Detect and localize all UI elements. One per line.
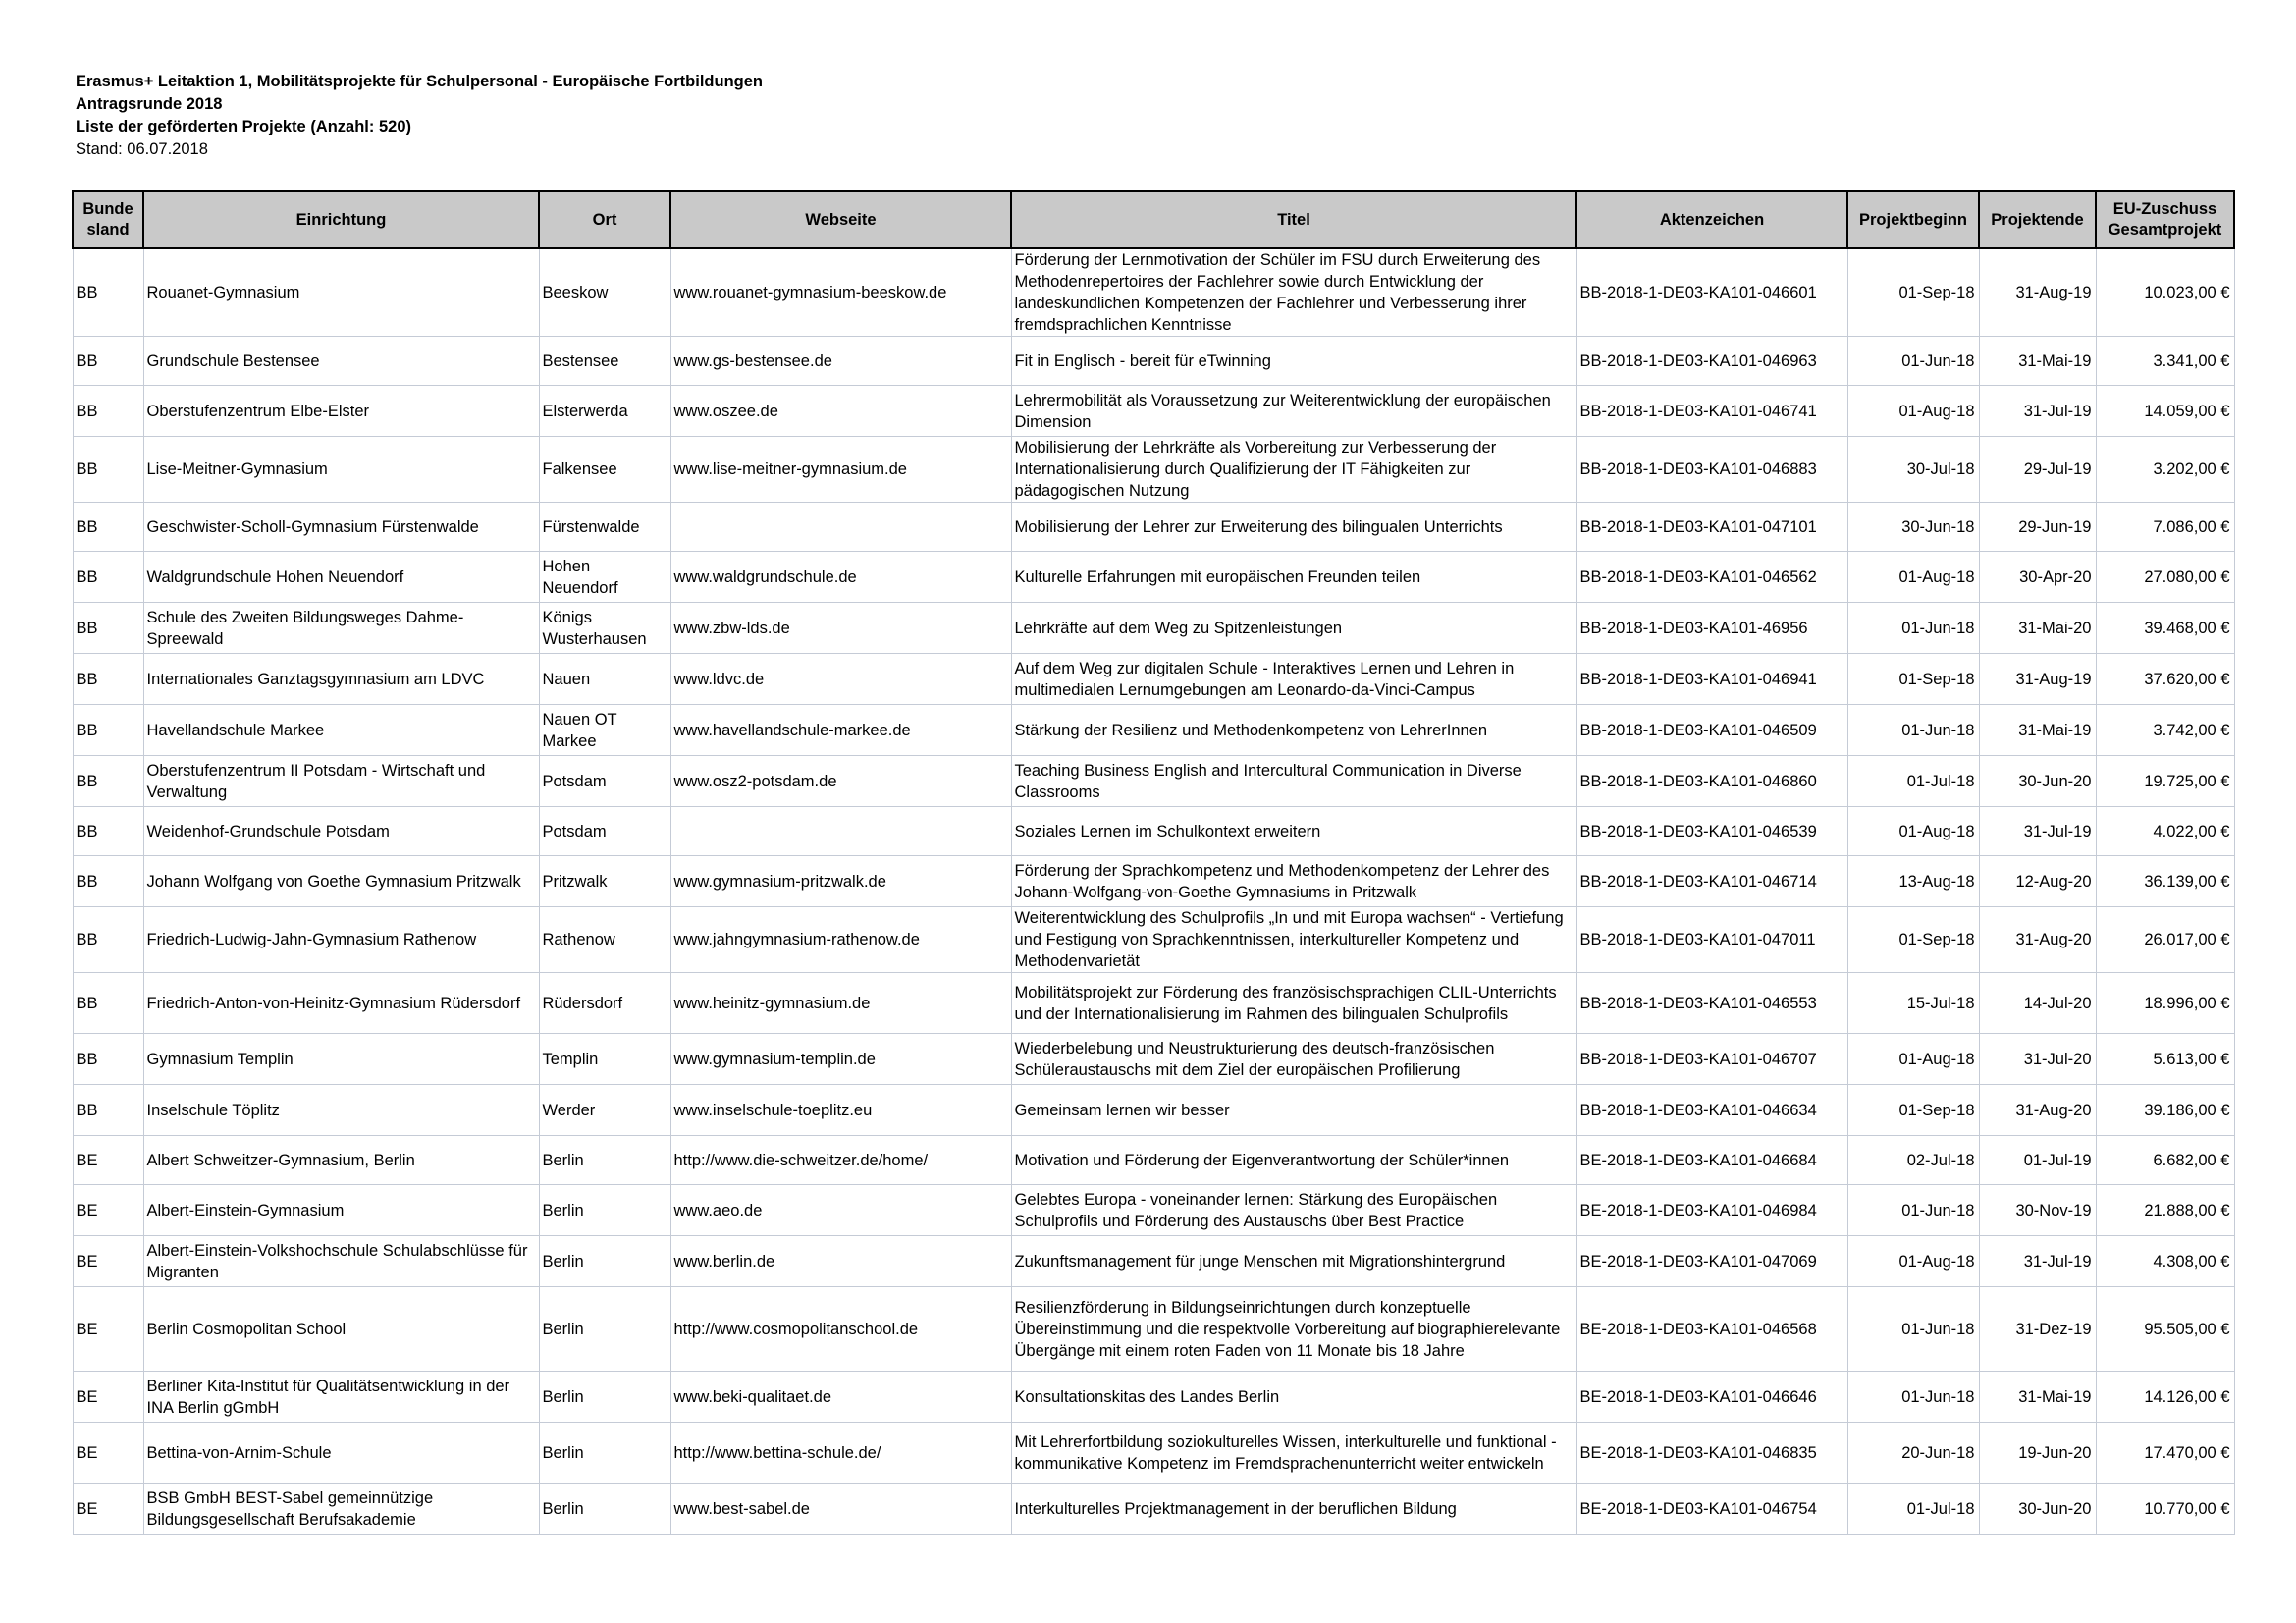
table-row bbox=[73, 337, 2234, 386]
col-header-titel: Titel bbox=[1011, 191, 1576, 248]
cell-aktenzeichen: BB-2018-1-DE03-KA101-046539 bbox=[1576, 807, 1847, 856]
cell-bundesland: BB bbox=[73, 856, 143, 907]
cell-titel: Förderung der Lernmotivation der Schüler im FSU durch Erweiterung des Methodenrepertoires der Fachlehrer sowie durch Entwicklung der landeskundlichen Kompetenzen der Fachlehrer und Verbesserung ihrer fremdsprachlichen Kenntnisse bbox=[1011, 248, 1576, 337]
cell-bundesland: BB bbox=[73, 1034, 143, 1085]
cell-aktenzeichen: BE-2018-1-DE03-KA101-046984 bbox=[1576, 1185, 1847, 1236]
cell-projektende: 01-Jul-19 bbox=[1979, 1136, 2096, 1185]
cell-eu-zuschuss: 3.742,00 € bbox=[2096, 705, 2234, 756]
cell-titel: Konsultationskitas des Landes Berlin bbox=[1011, 1372, 1576, 1423]
cell-aktenzeichen: BB-2018-1-DE03-KA101-046601 bbox=[1576, 248, 1847, 337]
cell-projektbeginn: 01-Jun-18 bbox=[1847, 1372, 1979, 1423]
cell-einrichtung: Bettina-von-Arnim-Schule bbox=[143, 1423, 539, 1484]
cell-projektbeginn: 01-Sep-18 bbox=[1847, 654, 1979, 705]
table-row bbox=[73, 1085, 2234, 1136]
table-row bbox=[73, 756, 2234, 807]
table-row bbox=[73, 807, 2234, 856]
cell-ort: Templin bbox=[539, 1034, 670, 1085]
cell-webseite[interactable]: www.oszee.de bbox=[670, 386, 1011, 437]
cell-projektbeginn: 30-Jul-18 bbox=[1847, 437, 1979, 503]
cell-webseite[interactable]: www.aeo.de bbox=[670, 1185, 1011, 1236]
cell-projektbeginn: 01-Sep-18 bbox=[1847, 248, 1979, 337]
table-row bbox=[73, 552, 2234, 603]
cell-projektende: 30-Apr-20 bbox=[1979, 552, 2096, 603]
table-row bbox=[73, 1287, 2234, 1372]
cell-ort: Berlin bbox=[539, 1484, 670, 1535]
cell-einrichtung: Rouanet-Gymnasium bbox=[143, 248, 539, 337]
cell-webseite[interactable]: www.beki-qualitaet.de bbox=[670, 1372, 1011, 1423]
cell-einrichtung: Berliner Kita-Institut für Qualitätsentwicklung in der INA Berlin gGmbH bbox=[143, 1372, 539, 1423]
cell-eu-zuschuss: 10.023,00 € bbox=[2096, 248, 2234, 337]
cell-projektende: 31-Jul-19 bbox=[1979, 807, 2096, 856]
cell-projektbeginn: 01-Jun-18 bbox=[1847, 705, 1979, 756]
col-header-projektbeginn: Projektbeginn bbox=[1847, 191, 1979, 248]
cell-titel: Auf dem Weg zur digitalen Schule - Interaktives Lernen und Lehren in multimedialen Lernumgebungen am Leonardo-da-Vinci-Campus bbox=[1011, 654, 1576, 705]
col-header-bundesland: Bunde sland bbox=[73, 191, 143, 248]
cell-eu-zuschuss: 14.126,00 € bbox=[2096, 1372, 2234, 1423]
cell-ort: Nauen bbox=[539, 654, 670, 705]
cell-titel: Mobilisierung der Lehrer zur Erweiterung des bilingualen Unterrichts bbox=[1011, 503, 1576, 552]
cell-titel: Lehrkräfte auf dem Weg zu Spitzenleistungen bbox=[1011, 603, 1576, 654]
cell-eu-zuschuss: 39.468,00 € bbox=[2096, 603, 2234, 654]
cell-projektende: 31-Aug-20 bbox=[1979, 1085, 2096, 1136]
cell-webseite[interactable]: www.best-sabel.de bbox=[670, 1484, 1011, 1535]
cell-titel: Zukunftsmanagement für junge Menschen mit Migrationshintergrund bbox=[1011, 1236, 1576, 1287]
cell-aktenzeichen: BE-2018-1-DE03-KA101-046568 bbox=[1576, 1287, 1847, 1372]
cell-bundesland: BE bbox=[73, 1423, 143, 1484]
cell-eu-zuschuss: 21.888,00 € bbox=[2096, 1185, 2234, 1236]
cell-webseite[interactable]: www.gymnasium-templin.de bbox=[670, 1034, 1011, 1085]
cell-titel: Wiederbelebung und Neustrukturierung des deutsch-französischen Schüleraustauschs mit dem Ziel der europäischen Profilierung bbox=[1011, 1034, 1576, 1085]
cell-einrichtung: Albert Schweitzer-Gymnasium, Berlin bbox=[143, 1136, 539, 1185]
cell-webseite[interactable]: www.osz2-potsdam.de bbox=[670, 756, 1011, 807]
cell-webseite[interactable]: www.ldvc.de bbox=[670, 654, 1011, 705]
cell-eu-zuschuss: 17.470,00 € bbox=[2096, 1423, 2234, 1484]
cell-webseite bbox=[670, 807, 1011, 856]
cell-eu-zuschuss: 26.017,00 € bbox=[2096, 907, 2234, 973]
cell-ort: Elsterwerda bbox=[539, 386, 670, 437]
cell-projektende: 31-Dez-19 bbox=[1979, 1287, 2096, 1372]
cell-einrichtung: Schule des Zweiten Bildungsweges Dahme-Spreewald bbox=[143, 603, 539, 654]
cell-einrichtung: Albert-Einstein-Gymnasium bbox=[143, 1185, 539, 1236]
cell-ort: Berlin bbox=[539, 1423, 670, 1484]
cell-eu-zuschuss: 4.022,00 € bbox=[2096, 807, 2234, 856]
cell-ort: Werder bbox=[539, 1085, 670, 1136]
cell-eu-zuschuss: 5.613,00 € bbox=[2096, 1034, 2234, 1085]
cell-webseite[interactable]: www.gs-bestensee.de bbox=[670, 337, 1011, 386]
cell-titel: Förderung der Sprachkompetenz und Methodenkompetenz der Lehrer des Johann-Wolfgang-von-Goethe Gymnasiums in Pritzwalk bbox=[1011, 856, 1576, 907]
cell-projektende: 12-Aug-20 bbox=[1979, 856, 2096, 907]
cell-titel: Weiterentwicklung des Schulprofils „In und mit Europa wachsen“ - Vertiefung und Festigung von Sprachkenntnissen, interkultureller Kompetenz und Methodenvarietät bbox=[1011, 907, 1576, 973]
cell-webseite[interactable]: www.inselschule-toeplitz.eu bbox=[670, 1085, 1011, 1136]
cell-bundesland: BB bbox=[73, 756, 143, 807]
cell-projektende: 31-Mai-19 bbox=[1979, 337, 2096, 386]
cell-eu-zuschuss: 10.770,00 € bbox=[2096, 1484, 2234, 1535]
cell-projektbeginn: 30-Jun-18 bbox=[1847, 503, 1979, 552]
cell-projektbeginn: 01-Sep-18 bbox=[1847, 1085, 1979, 1136]
cell-titel: Fit in Englisch - bereit für eTwinning bbox=[1011, 337, 1576, 386]
col-header-ort: Ort bbox=[539, 191, 670, 248]
cell-aktenzeichen: BE-2018-1-DE03-KA101-046684 bbox=[1576, 1136, 1847, 1185]
cell-einrichtung: Albert-Einstein-Volkshochschule Schulabschlüsse für Migranten bbox=[143, 1236, 539, 1287]
status-date: Stand: 06.07.2018 bbox=[76, 140, 208, 158]
cell-eu-zuschuss: 14.059,00 € bbox=[2096, 386, 2234, 437]
cell-eu-zuschuss: 39.186,00 € bbox=[2096, 1085, 2234, 1136]
col-header-webseite: Webseite bbox=[670, 191, 1011, 248]
cell-ort: Potsdam bbox=[539, 756, 670, 807]
cell-webseite[interactable]: www.jahngymnasium-rathenow.de bbox=[670, 907, 1011, 973]
cell-titel: Soziales Lernen im Schulkontext erweitern bbox=[1011, 807, 1576, 856]
cell-bundesland: BB bbox=[73, 437, 143, 503]
cell-bundesland: BB bbox=[73, 603, 143, 654]
cell-eu-zuschuss: 37.620,00 € bbox=[2096, 654, 2234, 705]
cell-einrichtung: Inselschule Töplitz bbox=[143, 1085, 539, 1136]
cell-projektende: 29-Jul-19 bbox=[1979, 437, 2096, 503]
cell-bundesland: BE bbox=[73, 1484, 143, 1535]
table-row bbox=[73, 907, 2234, 973]
cell-titel: Mobilitätsprojekt zur Förderung des französischsprachigen CLIL-Unterrichts und der Internationalisierung im Rahmen des bilingualen Schulprofils bbox=[1011, 973, 1576, 1034]
col-header-aktenzeichen: Aktenzeichen bbox=[1576, 191, 1847, 248]
cell-titel: Gelebtes Europa - voneinander lernen: Stärkung des Europäischen Schulprofils und Förderung des Austauschs über Best Practice bbox=[1011, 1185, 1576, 1236]
cell-projektbeginn: 01-Sep-18 bbox=[1847, 907, 1979, 973]
cell-bundesland: BB bbox=[73, 907, 143, 973]
cell-projektende: 31-Jul-20 bbox=[1979, 1034, 2096, 1085]
cell-projektbeginn: 01-Aug-18 bbox=[1847, 1236, 1979, 1287]
list-subtitle: Liste der geförderten Projekte (Anzahl: 520) bbox=[76, 118, 411, 135]
cell-einrichtung: Lise-Meitner-Gymnasium bbox=[143, 437, 539, 503]
cell-bundesland: BB bbox=[73, 248, 143, 337]
cell-webseite[interactable]: www.waldgrundschule.de bbox=[670, 552, 1011, 603]
col-header-einrichtung: Einrichtung bbox=[143, 191, 539, 248]
table-row bbox=[73, 1236, 2234, 1287]
cell-bundesland: BB bbox=[73, 654, 143, 705]
cell-ort: Berlin bbox=[539, 1287, 670, 1372]
table-row bbox=[73, 1034, 2234, 1085]
cell-webseite[interactable]: http://www.cosmopolitanschool.de bbox=[670, 1287, 1011, 1372]
cell-aktenzeichen: BB-2018-1-DE03-KA101-046707 bbox=[1576, 1034, 1847, 1085]
cell-eu-zuschuss: 3.341,00 € bbox=[2096, 337, 2234, 386]
cell-bundesland: BB bbox=[73, 807, 143, 856]
table-header-row bbox=[73, 191, 2234, 248]
cell-webseite[interactable]: www.havellandschule-markee.de bbox=[670, 705, 1011, 756]
cell-aktenzeichen: BB-2018-1-DE03-KA101-46956 bbox=[1576, 603, 1847, 654]
cell-webseite[interactable]: www.lise-meitner-gymnasium.de bbox=[670, 437, 1011, 503]
cell-ort: Fürstenwalde bbox=[539, 503, 670, 552]
cell-webseite[interactable]: www.zbw-lds.de bbox=[670, 603, 1011, 654]
cell-ort: Nauen OT Markee bbox=[539, 705, 670, 756]
cell-projektbeginn: 01-Jun-18 bbox=[1847, 603, 1979, 654]
cell-projektende: 30-Jun-20 bbox=[1979, 1484, 2096, 1535]
cell-eu-zuschuss: 18.996,00 € bbox=[2096, 973, 2234, 1034]
table-row bbox=[73, 856, 2234, 907]
application-round: Antragsrunde 2018 bbox=[76, 95, 223, 113]
cell-webseite bbox=[670, 503, 1011, 552]
cell-bundesland: BB bbox=[73, 386, 143, 437]
col-header-projektende: Projektende bbox=[1979, 191, 2096, 248]
cell-aktenzeichen: BB-2018-1-DE03-KA101-046714 bbox=[1576, 856, 1847, 907]
table-row bbox=[73, 705, 2234, 756]
table-row bbox=[73, 386, 2234, 437]
cell-projektbeginn: 01-Jul-18 bbox=[1847, 756, 1979, 807]
cell-eu-zuschuss: 95.505,00 € bbox=[2096, 1287, 2234, 1372]
cell-projektbeginn: 13-Aug-18 bbox=[1847, 856, 1979, 907]
cell-titel: Interkulturelles Projektmanagement in der beruflichen Bildung bbox=[1011, 1484, 1576, 1535]
cell-aktenzeichen: BE-2018-1-DE03-KA101-046646 bbox=[1576, 1372, 1847, 1423]
cell-aktenzeichen: BB-2018-1-DE03-KA101-046963 bbox=[1576, 337, 1847, 386]
cell-einrichtung: Havellandschule Markee bbox=[143, 705, 539, 756]
cell-bundesland: BB bbox=[73, 973, 143, 1034]
cell-eu-zuschuss: 4.308,00 € bbox=[2096, 1236, 2234, 1287]
document-header bbox=[76, 71, 763, 161]
cell-bundesland: BB bbox=[73, 337, 143, 386]
cell-einrichtung: Oberstufenzentrum II Potsdam - Wirtschaft und Verwaltung bbox=[143, 756, 539, 807]
cell-ort: Rüdersdorf bbox=[539, 973, 670, 1034]
cell-einrichtung: Grundschule Bestensee bbox=[143, 337, 539, 386]
cell-titel: Stärkung der Resilienz und Methodenkompetenz von LehrerInnen bbox=[1011, 705, 1576, 756]
cell-einrichtung: Geschwister-Scholl-Gymnasium Fürstenwalde bbox=[143, 503, 539, 552]
cell-webseite[interactable]: www.heinitz-gymnasium.de bbox=[670, 973, 1011, 1034]
cell-bundesland: BB bbox=[73, 1085, 143, 1136]
table-row bbox=[73, 1423, 2234, 1484]
cell-ort: Berlin bbox=[539, 1372, 670, 1423]
cell-einrichtung: Friedrich-Ludwig-Jahn-Gymnasium Rathenow bbox=[143, 907, 539, 973]
cell-ort: Falkensee bbox=[539, 437, 670, 503]
cell-ort: Königs Wusterhausen bbox=[539, 603, 670, 654]
table-row bbox=[73, 1372, 2234, 1423]
cell-titel: Resilienzförderung in Bildungseinrichtungen durch konzeptuelle Übereinstimmung und die respektvolle Vorbereitung auf biographierelevante Übergänge mit einem roten Faden von 11 Monate bis 18 Jahre bbox=[1011, 1287, 1576, 1372]
cell-projektbeginn: 01-Aug-18 bbox=[1847, 807, 1979, 856]
cell-ort: Berlin bbox=[539, 1236, 670, 1287]
table-row bbox=[73, 503, 2234, 552]
cell-projektbeginn: 01-Jun-18 bbox=[1847, 337, 1979, 386]
cell-projektbeginn: 01-Aug-18 bbox=[1847, 386, 1979, 437]
cell-bundesland: BE bbox=[73, 1372, 143, 1423]
cell-ort: Bestensee bbox=[539, 337, 670, 386]
cell-projektbeginn: 01-Jun-18 bbox=[1847, 1287, 1979, 1372]
cell-webseite[interactable]: www.rouanet-gymnasium-beeskow.de bbox=[670, 248, 1011, 337]
cell-projektbeginn: 01-Jul-18 bbox=[1847, 1484, 1979, 1535]
cell-projektbeginn: 01-Aug-18 bbox=[1847, 552, 1979, 603]
cell-aktenzeichen: BB-2018-1-DE03-KA101-046634 bbox=[1576, 1085, 1847, 1136]
cell-einrichtung: Friedrich-Anton-von-Heinitz-Gymnasium Rüdersdorf bbox=[143, 973, 539, 1034]
table-row bbox=[73, 973, 2234, 1034]
cell-einrichtung: BSB GmbH BEST-Sabel gemeinnützige Bildungsgesellschaft Berufsakademie bbox=[143, 1484, 539, 1535]
col-header-eu-zuschuss: EU-Zuschuss Gesamtprojekt bbox=[2096, 191, 2234, 248]
cell-aktenzeichen: BB-2018-1-DE03-KA101-047011 bbox=[1576, 907, 1847, 973]
projects-table bbox=[72, 190, 2235, 1535]
cell-projektende: 19-Jun-20 bbox=[1979, 1423, 2096, 1484]
cell-bundesland: BB bbox=[73, 552, 143, 603]
cell-aktenzeichen: BB-2018-1-DE03-KA101-046860 bbox=[1576, 756, 1847, 807]
cell-titel: Kulturelle Erfahrungen mit europäischen Freunden teilen bbox=[1011, 552, 1576, 603]
cell-bundesland: BE bbox=[73, 1287, 143, 1372]
cell-projektende: 31-Aug-19 bbox=[1979, 248, 2096, 337]
cell-projektende: 31-Jul-19 bbox=[1979, 386, 2096, 437]
cell-aktenzeichen: BB-2018-1-DE03-KA101-046941 bbox=[1576, 654, 1847, 705]
cell-webseite[interactable]: www.gymnasium-pritzwalk.de bbox=[670, 856, 1011, 907]
cell-titel: Teaching Business English and Intercultural Communication in Diverse Classrooms bbox=[1011, 756, 1576, 807]
cell-einrichtung: Berlin Cosmopolitan School bbox=[143, 1287, 539, 1372]
cell-projektbeginn: 15-Jul-18 bbox=[1847, 973, 1979, 1034]
cell-bundesland: BB bbox=[73, 705, 143, 756]
cell-bundesland: BE bbox=[73, 1236, 143, 1287]
cell-ort: Pritzwalk bbox=[539, 856, 670, 907]
cell-einrichtung: Gymnasium Templin bbox=[143, 1034, 539, 1085]
cell-einrichtung: Weidenhof-Grundschule Potsdam bbox=[143, 807, 539, 856]
table-row bbox=[73, 654, 2234, 705]
cell-titel: Mit Lehrerfortbildung soziokulturelles Wissen, interkulturelle und funktional - kommunikative Kompetenz im Fremdsprachenunterricht weiter entwickeln bbox=[1011, 1423, 1576, 1484]
cell-projektende: 31-Mai-20 bbox=[1979, 603, 2096, 654]
cell-projektende: 31-Mai-19 bbox=[1979, 1372, 2096, 1423]
cell-titel: Mobilisierung der Lehrkräfte als Vorbereitung zur Verbesserung der Internationalisierung durch Qualifizierung der IT Fähigkeiten zur pädagogischen Nutzung bbox=[1011, 437, 1576, 503]
cell-projektbeginn: 01-Jun-18 bbox=[1847, 1185, 1979, 1236]
cell-projektbeginn: 20-Jun-18 bbox=[1847, 1423, 1979, 1484]
cell-ort: Potsdam bbox=[539, 807, 670, 856]
cell-aktenzeichen: BE-2018-1-DE03-KA101-046835 bbox=[1576, 1423, 1847, 1484]
cell-titel: Gemeinsam lernen wir besser bbox=[1011, 1085, 1576, 1136]
document-title: Erasmus+ Leitaktion 1, Mobilitätsprojekte für Schulpersonal - Europäische Fortbildungen bbox=[76, 73, 763, 90]
cell-eu-zuschuss: 3.202,00 € bbox=[2096, 437, 2234, 503]
cell-ort: Rathenow bbox=[539, 907, 670, 973]
cell-aktenzeichen: BB-2018-1-DE03-KA101-046509 bbox=[1576, 705, 1847, 756]
table-row bbox=[73, 248, 2234, 337]
cell-projektende: 31-Jul-19 bbox=[1979, 1236, 2096, 1287]
cell-projektende: 14-Jul-20 bbox=[1979, 973, 2096, 1034]
cell-eu-zuschuss: 27.080,00 € bbox=[2096, 552, 2234, 603]
cell-eu-zuschuss: 19.725,00 € bbox=[2096, 756, 2234, 807]
cell-eu-zuschuss: 36.139,00 € bbox=[2096, 856, 2234, 907]
cell-ort: Beeskow bbox=[539, 248, 670, 337]
table-row bbox=[73, 1185, 2234, 1236]
cell-bundesland: BB bbox=[73, 503, 143, 552]
cell-aktenzeichen: BB-2018-1-DE03-KA101-047101 bbox=[1576, 503, 1847, 552]
cell-webseite[interactable]: www.berlin.de bbox=[670, 1236, 1011, 1287]
cell-aktenzeichen: BB-2018-1-DE03-KA101-046741 bbox=[1576, 386, 1847, 437]
cell-einrichtung: Johann Wolfgang von Goethe Gymnasium Pritzwalk bbox=[143, 856, 539, 907]
cell-webseite[interactable]: http://www.bettina-schule.de/ bbox=[670, 1423, 1011, 1484]
cell-bundesland: BE bbox=[73, 1185, 143, 1236]
cell-projektbeginn: 01-Aug-18 bbox=[1847, 1034, 1979, 1085]
cell-einrichtung: Oberstufenzentrum Elbe-Elster bbox=[143, 386, 539, 437]
cell-projektbeginn: 02-Jul-18 bbox=[1847, 1136, 1979, 1185]
cell-einrichtung: Waldgrundschule Hohen Neuendorf bbox=[143, 552, 539, 603]
cell-einrichtung: Internationales Ganztagsgymnasium am LDVC bbox=[143, 654, 539, 705]
cell-webseite[interactable]: http://www.die-schweitzer.de/home/ bbox=[670, 1136, 1011, 1185]
cell-projektende: 30-Nov-19 bbox=[1979, 1185, 2096, 1236]
cell-bundesland: BE bbox=[73, 1136, 143, 1185]
cell-ort: Berlin bbox=[539, 1136, 670, 1185]
table-row bbox=[73, 437, 2234, 503]
cell-projektende: 31-Aug-19 bbox=[1979, 654, 2096, 705]
cell-projektende: 30-Jun-20 bbox=[1979, 756, 2096, 807]
cell-projektende: 29-Jun-19 bbox=[1979, 503, 2096, 552]
cell-projektende: 31-Aug-20 bbox=[1979, 907, 2096, 973]
table-row bbox=[73, 1484, 2234, 1535]
cell-titel: Lehrermobilität als Voraussetzung zur Weiterentwicklung der europäischen Dimension bbox=[1011, 386, 1576, 437]
table-row bbox=[73, 1136, 2234, 1185]
cell-eu-zuschuss: 6.682,00 € bbox=[2096, 1136, 2234, 1185]
table-row bbox=[73, 603, 2234, 654]
cell-ort: Hohen Neuendorf bbox=[539, 552, 670, 603]
cell-aktenzeichen: BE-2018-1-DE03-KA101-046754 bbox=[1576, 1484, 1847, 1535]
cell-aktenzeichen: BB-2018-1-DE03-KA101-046553 bbox=[1576, 973, 1847, 1034]
cell-aktenzeichen: BE-2018-1-DE03-KA101-047069 bbox=[1576, 1236, 1847, 1287]
cell-titel: Motivation und Förderung der Eigenverantwortung der Schüler*innen bbox=[1011, 1136, 1576, 1185]
cell-projektende: 31-Mai-19 bbox=[1979, 705, 2096, 756]
cell-aktenzeichen: BB-2018-1-DE03-KA101-046883 bbox=[1576, 437, 1847, 503]
cell-aktenzeichen: BB-2018-1-DE03-KA101-046562 bbox=[1576, 552, 1847, 603]
cell-ort: Berlin bbox=[539, 1185, 670, 1236]
cell-eu-zuschuss: 7.086,00 € bbox=[2096, 503, 2234, 552]
